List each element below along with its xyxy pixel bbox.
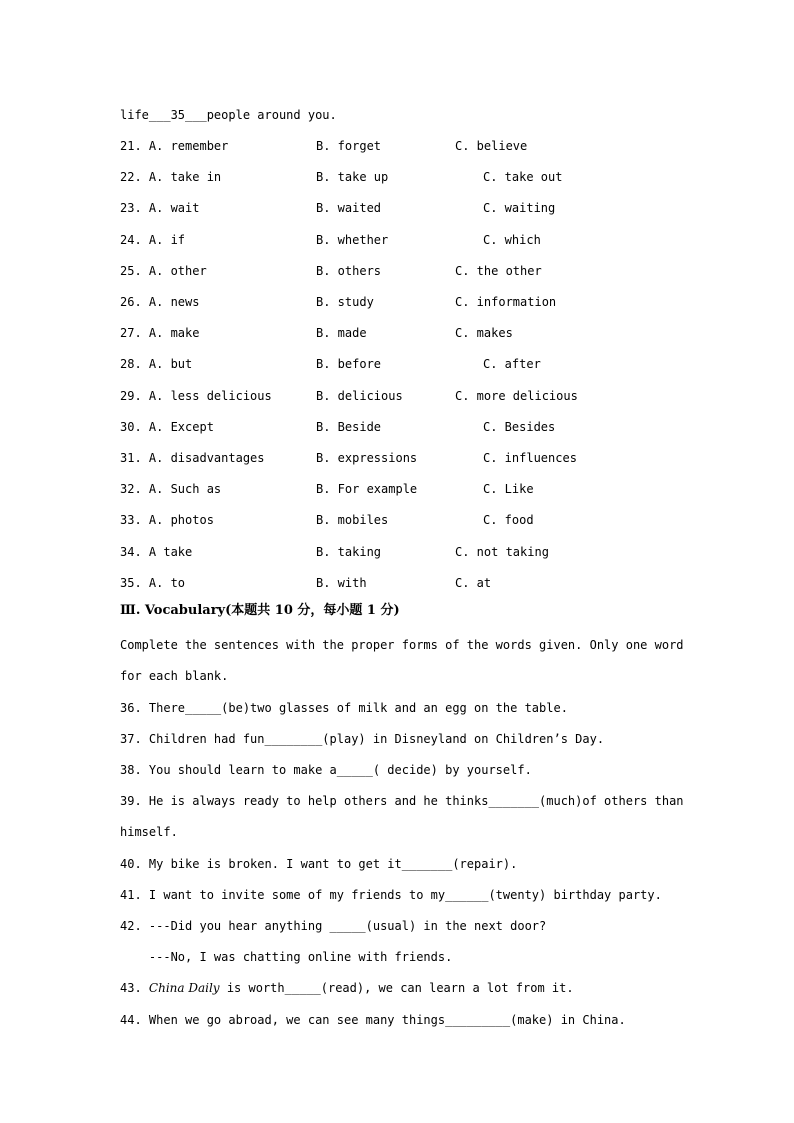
option-c: C. more delicious [455, 389, 578, 403]
option-c: C. after [483, 357, 541, 371]
vocab-question-39: 39. He is always ready to help others and he thinks_______(much)of others than [120, 794, 684, 808]
vocab-question-42: 42. ---Did you hear anything _____(usual) in the next door? [120, 919, 547, 933]
option-a: 24. A. if [120, 233, 186, 247]
option-b: B. expressions [316, 451, 418, 465]
vocab-question-44: 44. When we go abroad, we can see many things_________(make) in China. [120, 1013, 626, 1027]
option-a: 31. A. disadvantages [120, 451, 265, 465]
intro-pre: life___ [120, 108, 171, 122]
instruction-line-2: for each blank. [120, 669, 229, 683]
option-c: C. waiting [483, 201, 556, 215]
option-b: B. waited [316, 201, 382, 215]
vocab-question-37: 37. Children had fun________(play) in Disneyland on Children’s Day. [120, 732, 605, 746]
option-a: 29. A. less delicious [120, 389, 272, 403]
section-heading: Ⅲ. Vocabulary(本题共 10 分，每小题 1 分) [120, 603, 400, 618]
option-c: C. food [483, 513, 534, 527]
option-c: C. take out [483, 170, 563, 184]
vocab-question-43 [120, 980, 574, 996]
option-b: B. before [316, 357, 382, 371]
vocab-question-36: 36. There_____(be)two glasses of milk and an egg on the table. [120, 701, 568, 715]
option-b: B. Beside [316, 420, 382, 434]
option-a: 35. A. to [120, 576, 186, 590]
instruction-line-1: Complete the sentences with the proper forms of the words given. Only one word [120, 638, 684, 652]
option-a: 25. A. other [120, 264, 207, 278]
option-b: B. made [316, 326, 367, 340]
option-b: B. mobiles [316, 513, 389, 527]
option-b: B. taking [316, 545, 382, 559]
option-c: C. makes [455, 326, 513, 340]
option-b: B. delicious [316, 389, 403, 403]
vocab-question-39-cont: himself. [120, 825, 178, 839]
blank-number: 35 [170, 108, 186, 122]
option-c: C. which [483, 233, 541, 247]
option-c: C. influences [483, 451, 577, 465]
q43-number: 43. [120, 981, 149, 995]
option-c: C. Besides [483, 420, 556, 434]
vocab-question-41: 41. I want to invite some of my friends to my______(twenty) birthday party. [120, 888, 662, 902]
option-b: B. with [316, 576, 367, 590]
option-a: 30. A. Except [120, 420, 214, 434]
option-c: C. information [455, 295, 557, 309]
option-a: 33. A. photos [120, 513, 214, 527]
vocab-question-38: 38. You should learn to make a_____( decide) by yourself. [120, 763, 532, 777]
option-a: 21. A. remember [120, 139, 229, 153]
intro-post: ___people around you. [185, 108, 337, 122]
option-b: B. whether [316, 233, 389, 247]
q43-rest: is worth_____(read), we can learn a lot from it. [219, 981, 574, 995]
option-b: B. study [316, 295, 374, 309]
vocab-question-42-reply: ---No, I was chatting online with friends. [120, 950, 453, 964]
option-c: C. at [455, 576, 492, 590]
option-c: C. believe [455, 139, 528, 153]
option-c: C. not taking [455, 545, 549, 559]
option-a: 28. A. but [120, 357, 193, 371]
option-a: 22. A. take in [120, 170, 222, 184]
option-a: 32. A. Such as [120, 482, 222, 496]
option-b: B. For example [316, 482, 418, 496]
option-b: B. forget [316, 139, 382, 153]
option-a: 23. A. wait [120, 201, 200, 215]
option-a: 27. A. make [120, 326, 200, 340]
vocab-question-40: 40. My bike is broken. I want to get it_______(repair). [120, 857, 518, 871]
option-c: C. the other [455, 264, 542, 278]
option-a: 26. A. news [120, 295, 200, 309]
option-a: 34. A take [120, 545, 193, 559]
option-b: B. take up [316, 170, 389, 184]
intro-line [120, 107, 337, 123]
option-c: C. Like [483, 482, 534, 496]
q43-newspaper-title: China Daily [148, 981, 220, 995]
option-b: B. others [316, 264, 382, 278]
